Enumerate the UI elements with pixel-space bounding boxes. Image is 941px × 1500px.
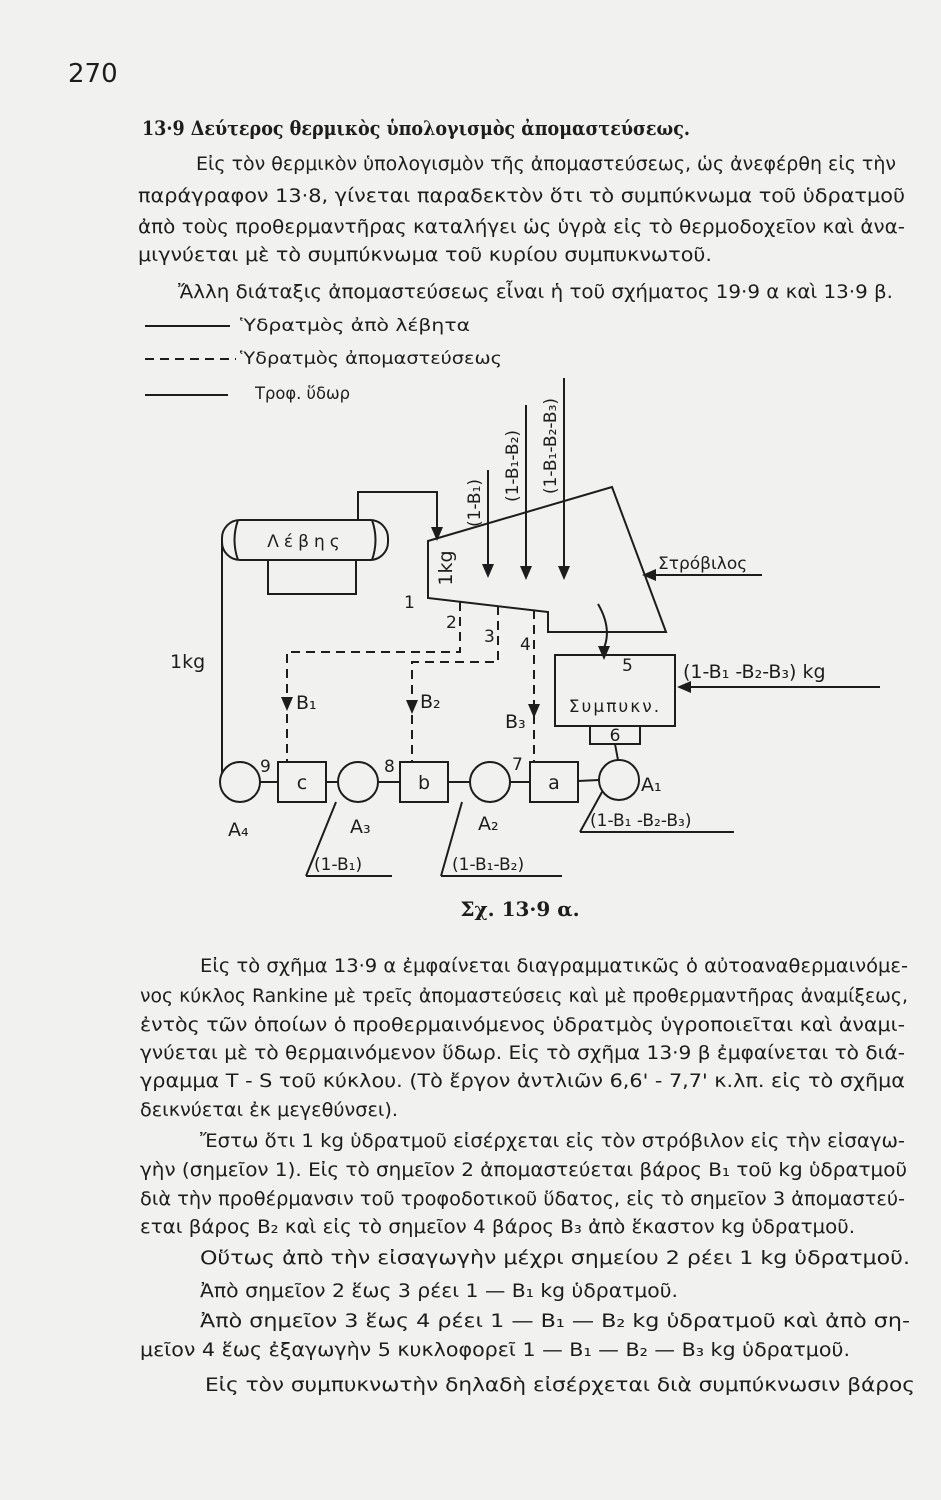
paragraph-2-line-6: δεικνύεται ἐκ μεγεθύνσει).	[140, 1099, 398, 1121]
point-label-8: 8	[384, 757, 395, 777]
paragraph-2-line-1: Εἰς τὸ σχῆμα 13·9 α ἐμφαίνεται διαγραμματικῶς ὁ αὐτοαναθερμαινόμε-	[200, 955, 909, 977]
turbine-label: Στρόβιλος	[658, 554, 748, 574]
feed-return-mass-label: 1kg	[170, 651, 206, 673]
paragraph-2-line-5: γραμμα T - S τοῦ κύκλου. (Τὸ ἔργον ἀντλιῶν 6,6' - 7,7' κ.λπ. εἰς τὸ σχῆμα	[140, 1070, 905, 1092]
heater-label-a: a	[548, 772, 560, 794]
paragraph-4-line-5: Εἰς τὸν συμπυκνωτὴν δηλαδὴ εἰσέρχεται διὰ συμπύκνωσιν βάρος	[205, 1374, 915, 1396]
feed-flow-label-2: (1-B₁-B₂)	[452, 855, 525, 875]
point-label-7: 7	[512, 755, 523, 775]
feed-line-a-a1	[578, 780, 599, 781]
point-label-2: 2	[446, 613, 457, 633]
section-heading: 13·9 Δεύτερος θερμικὸς ὑπολογισμὸς ἀπομαστεύσεως.	[142, 116, 690, 140]
pump-label-a2: A₂	[478, 813, 499, 835]
figure-caption: Σχ. 13·9 α.	[460, 897, 580, 921]
pump-label-a1: A₁	[641, 774, 662, 796]
paragraph-2-line-2: νος κύκλος Rankine μὲ τρεῖς ἀπομαστεύσεις καὶ μὲ προθερμαντῆρας ἀναμίξεως,	[140, 985, 908, 1007]
point-label-3: 3	[484, 627, 495, 647]
legend-label-feed-water: Τροφ. ὕδωρ	[254, 384, 350, 404]
paragraph-3-line-1: Ἔστω ὅτι 1 kg ὑδρατμοῦ εἰσέρχεται εἰς τὸν στρόβιλον εἰς τὴν εἰσαγω-	[200, 1130, 906, 1152]
stage-flow-label-1: (1-B₁)	[465, 478, 485, 528]
condenser-label: Συμπυκν.	[568, 697, 662, 717]
boiler-label: Λέβης	[267, 532, 345, 552]
heater-label-b: b	[417, 772, 431, 794]
paragraph-4-line-3: Ἀπὸ σημεῖον 3 ἕως 4 ρέει 1 — B₁ — B₂ kg ὑδρατμοῦ καὶ ἀπὸ ση-	[200, 1310, 910, 1332]
feed-flow-label-3: (1-B₁ -B₂-B₃)	[590, 811, 692, 831]
paragraph-2-line-3: ἐντὸς τῶν ὁποίων ὁ προθερμαινόμενος ὑδρατμὸς ὑγροποιεῖται καὶ ἀναμι-	[140, 1014, 906, 1036]
paragraph-1-line-1: Εἰς τὸν θερμικὸν ὑπολογισμὸν τῆς ἀπομαστεύσεως, ὡς ἀνεφέρθη εἰς τὴν	[196, 153, 896, 175]
point-label-1: 1	[404, 593, 415, 613]
bleed-label-b2: B₂	[420, 691, 441, 713]
stage-flow-label-2: (1-B₁-B₂)	[503, 429, 523, 503]
paragraph-4-line-2: Ἀπὸ σημεῖον 2 ἕως 3 ρέει 1 — B₁ kg ὑδρατμοῦ.	[200, 1280, 678, 1302]
point-label-6: 6	[609, 726, 621, 746]
stage-flow-label-3: (1-B₁-B₂-B₃)	[541, 397, 561, 495]
condenser-flow-label: (1-B₁ -B₂-B₃) kg	[683, 661, 826, 683]
bleed-label-b3: B₃	[505, 711, 526, 733]
heater-label-c: c	[296, 772, 308, 794]
paragraph-1-line-3: ἀπὸ τοὺς προθερμαντῆρας καταλήγει ὡς ὑγρὰ εἰς τὸ θερμοδοχεῖον καὶ ἀνα-	[138, 216, 905, 238]
paragraph-2-line-4: γνύεται μὲ τὸ θερμαινόμενον ὕδωρ. Εἰς τὸ σχῆμα 13·9 β ἐμφαίνεται τὸ διά-	[140, 1042, 905, 1064]
paragraph-1-line-4: μιγνύεται μὲ τὸ συμπύκνωμα τοῦ κυρίου συμπυκνωτοῦ.	[138, 244, 712, 266]
paragraph-4-line-4: μεῖον 4 ἕως ἐξαγωγὴν 5 κυκλοφορεῖ 1 — B₁ — B₂ — B₃ kg ὑδρατμοῦ.	[140, 1339, 850, 1361]
legend-label-bleed-steam: Ὑδρατμὸς ἀπομαστεύσεως	[240, 349, 502, 369]
paragraph-3-line-2: γὴν (σημεῖον 1). Εἰς τὸ σημεῖον 2 ἀπομαστεύεται βάρος B₁ τοῦ kg ὑδρατμοῦ	[140, 1159, 907, 1181]
point-label-9: 9	[260, 757, 271, 777]
paragraph-3-line-4: εται βάρος B₂ καὶ εἰς τὸ σημεῖον 4 βάρος B₃ ἀπὸ ἕκαστον kg ὑδρατμοῦ.	[140, 1216, 856, 1238]
paragraph-4-line-1: Οὕτως ἀπὸ τὴν εἰσαγωγὴν μέχρι σημείου 2 ρέει 1 kg ὑδρατμοῦ.	[200, 1247, 910, 1269]
feed-flow-label-1: (1-B₁)	[314, 855, 363, 875]
legend-label-boiler-steam: Ὑδρατμὸς ἀπὸ λέβητα	[240, 316, 470, 336]
point-label-5: 5	[622, 656, 633, 676]
point-label-4: 4	[520, 635, 531, 655]
page-number: 270	[68, 59, 118, 89]
pump-label-a3: A₃	[350, 816, 371, 838]
paragraph-1-line-2: παράγραφον 13·8, γίνεται παραδεκτὸν ὅτι τὸ συμπύκνωμα τοῦ ὑδρατμοῦ	[138, 185, 905, 207]
turbine-inlet-mass-label: 1kg	[435, 550, 457, 586]
pump-label-a4: A₄	[228, 819, 249, 841]
bleed-label-b1: B₁	[296, 692, 317, 714]
paragraph-3-line-3: διὰ τὴν προθέρμανσιν τοῦ τροφοδοτικοῦ ὕδατος, εἰς τὸ σημεῖον 3 ἀπομαστεύ-	[140, 1188, 905, 1210]
paragraph-1-line-5: Ἄλλη διάταξις ἀπομαστεύσεως εἶναι ἡ τοῦ σχήματος 19·9 α καὶ 13·9 β.	[178, 281, 863, 303]
